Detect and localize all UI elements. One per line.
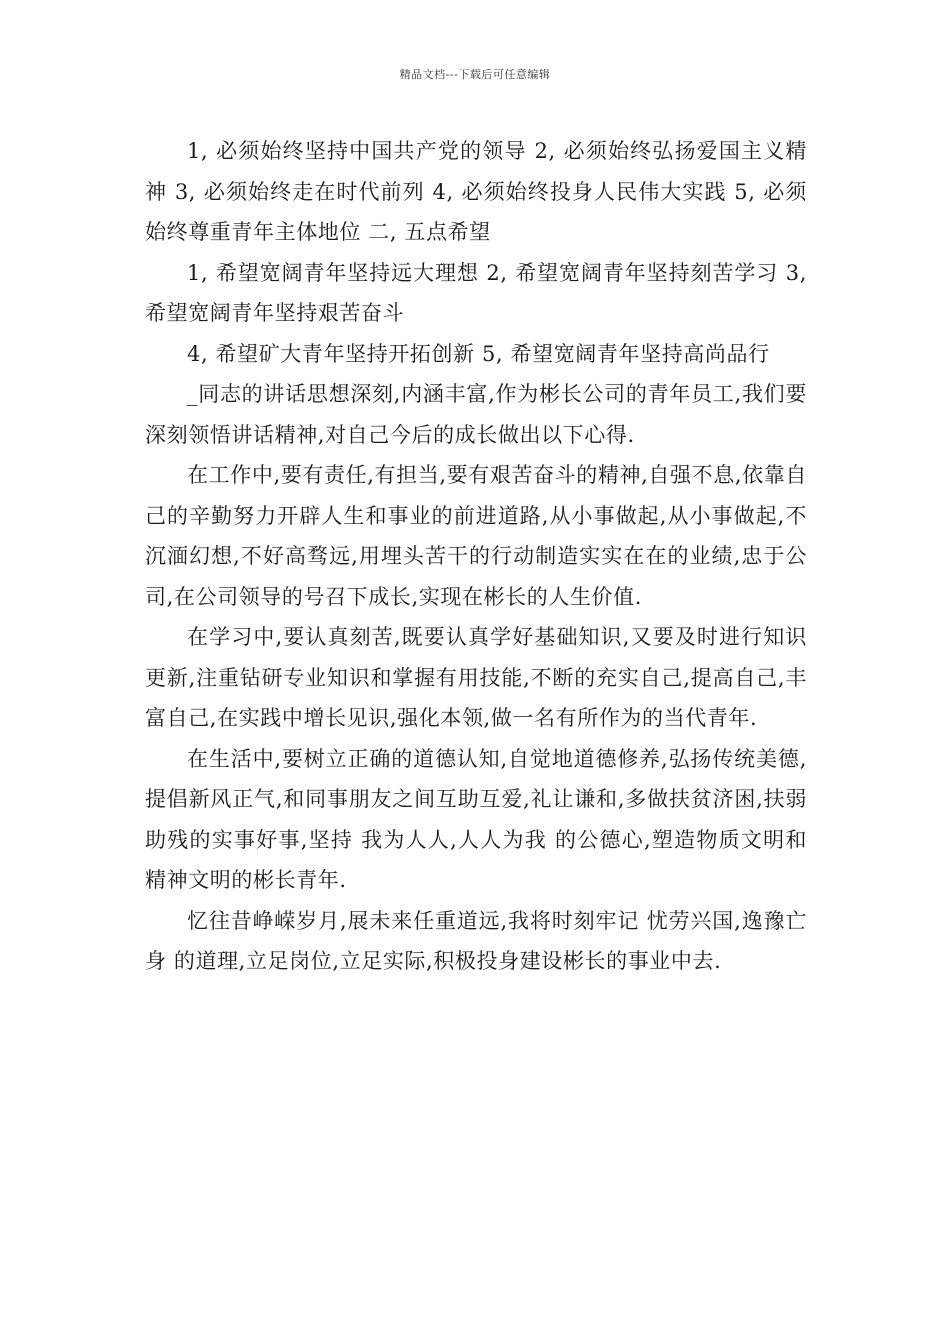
paragraph-8: 忆往昔峥嵘岁月,展未来任重道远,我将时刻牢记 忧劳兴国,逸豫亡身 的道理,立足岗位,立足实际,积极投身建设彬长的事业中去. — [145, 908, 807, 973]
paragraph-1: 1, 必须始终坚持中国共产党的领导 2, 必须始终弘扬爱国主义精神 3, 必须始终走在时代前列 4, 必须始终投身人民伟大实践 5, 必须始终尊重青年主体地位 二, 五点希望 — [145, 139, 807, 244]
page-header: 精品文档---下载后可任意编辑 — [399, 68, 551, 81]
paragraph-4: _同志的讲话思想深刻,内涵丰富,作为彬长公司的青年员工,我们要深刻领悟讲话精神,对自己今后的成长做出以下心得. — [145, 382, 807, 447]
paragraph-7: 在生活中,要树立正确的道德认知,自觉地道德修养,弘扬传统美德,提倡新风正气,和同事朋友之间互助互爱,礼让谦和,多做扶贫济困,扶弱助残的实事好事,坚持 我为人人,人人为我 的公德心,塑造物质文明和精神文明的彬长青年. — [145, 746, 807, 892]
paragraph-3: 4, 希望矿大青年坚持开拓创新 5, 希望宽阔青年坚持高尚品行 — [187, 341, 770, 366]
paragraph-5: 在工作中,要有责任,有担当,要有艰苦奋斗的精神,自强不息,依靠自己的辛勤努力开辟人生和事业的前进道路,从小事做起,从小事做起,不沉湎幻想,不好高骛远,用埋头苦干的行动制造实实在在的业绩,忠于公司,在公司领导的号召下成长,实现在彬长的人生价值. — [145, 463, 807, 609]
document-body — [145, 131, 807, 982]
paragraph-6: 在学习中,要认真刻苦,既要认真学好基础知识,又要及时进行知识更新,注重钻研专业知识和掌握有用技能,不断的充实自己,提高自己,丰富自己,在实践中增长见识,强化本领,做一名有所作为的当代青年. — [145, 625, 807, 730]
paragraph-2: 1, 希望宽阔青年坚持远大理想 2, 希望宽阔青年坚持刻苦学习 3, 希望宽阔青年坚持艰苦奋斗 — [145, 260, 807, 325]
